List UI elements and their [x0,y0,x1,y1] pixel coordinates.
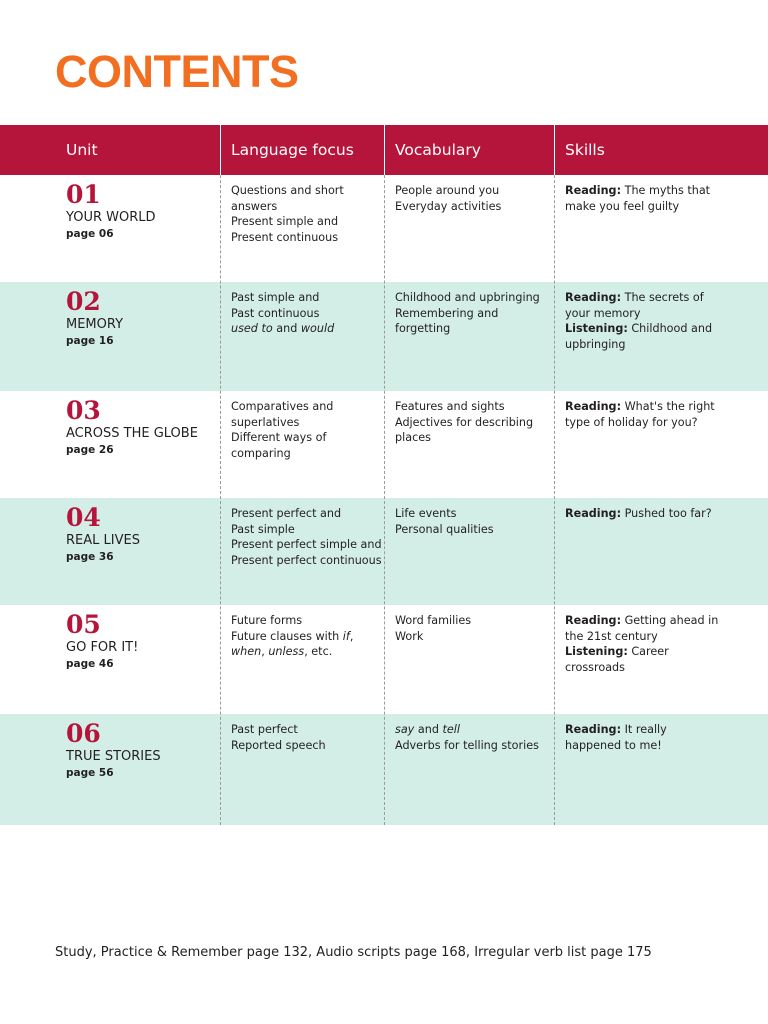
vocabulary-cell [395,613,550,644]
skills-line [565,722,720,738]
unit-page-link[interactable]: page 36 [66,551,114,563]
language-focus-cell [231,613,381,660]
header-divider [384,125,385,175]
skill-label: Reading: [565,507,622,520]
header-divider [554,125,555,175]
vocabulary-cell [395,722,550,753]
clause-text: , etc. [304,645,333,659]
language-focus-line: answers [231,199,278,213]
skill-label: Reading: [565,614,622,627]
vocabulary-line: People around you [395,184,500,197]
column-divider [554,125,555,825]
skills-line [565,613,720,629]
language-focus-line: Present perfect and [231,507,342,520]
skill-text: upbringing [565,337,626,351]
language-focus-cell [231,399,381,461]
skill-text: your memory [565,306,641,320]
skills-line [565,629,720,645]
vocabulary-cell [395,399,550,446]
skill-label: Reading: [565,291,622,304]
vocabulary-cell [395,183,550,214]
language-focus-line [231,644,381,660]
skills-cell [565,722,720,753]
skills-line [565,399,720,415]
vocabulary-cell [395,506,550,537]
skills-line [565,506,720,522]
skills-cell [565,506,720,522]
vocabulary-line: Work [395,629,424,643]
unit-number: 06 [66,719,101,748]
vocabulary-line: Personal qualities [395,522,494,536]
language-focus-line: Present perfect continuous [231,553,382,567]
skill-text: Getting ahead in [624,614,719,627]
vocabulary-line: Life events [395,507,457,520]
unit-title: REAL LIVES [66,533,140,548]
skills-line [565,199,720,215]
skills-line [565,321,720,337]
skills-line [565,644,720,660]
skill-label: Reading: [565,400,622,413]
column-divider [220,125,221,825]
language-focus-line [231,629,381,645]
unit-page-link[interactable]: page 56 [66,767,114,779]
language-focus-line: superlatives [231,415,300,429]
conjunction: and [272,322,301,336]
skill-text: crossroads [565,660,625,674]
skills-cell [565,290,720,352]
skill-text: It really [624,723,667,736]
skill-label: Reading: [565,184,622,197]
language-focus-line: Future forms [231,614,303,627]
language-focus-line: Reported speech [231,738,326,752]
unit-number: 01 [66,180,101,209]
vocabulary-line: Remembering and [395,306,499,320]
skill-text: What's the right [624,400,715,413]
unit-title: TRUE STORIES [66,749,161,764]
language-focus-line: Present perfect simple and [231,538,382,552]
language-focus-cell [231,290,381,337]
skills-line [565,415,720,431]
skill-text: Career [631,645,669,659]
vocabulary-line: Word families [395,614,472,627]
language-focus-cell [231,722,381,753]
header-unit: Unit [66,141,98,159]
language-focus-line [231,321,381,337]
header-divider [220,125,221,175]
conjunction: and [414,723,443,736]
skill-text: type of holiday for you? [565,415,698,429]
vocabulary-line: Features and sights [395,400,505,413]
unit-number: 05 [66,610,101,639]
skills-cell [565,613,720,675]
unit-number: 03 [66,396,101,425]
unit-number: 02 [66,287,101,316]
unit-page-link[interactable]: page 16 [66,335,114,347]
punctuation: , [349,629,354,643]
italic-term: if [342,629,350,643]
unit-title: MEMORY [66,317,124,332]
language-focus-line: comparing [231,446,291,460]
italic-term: tell [442,723,460,736]
unit-page-link[interactable]: page 26 [66,444,114,456]
skills-line [565,738,720,754]
skill-text: The myths that [624,184,711,197]
italic-term: unless [268,645,305,659]
skills-line [565,183,720,199]
skills-line [565,290,720,306]
language-focus-line: Past simple and [231,291,320,304]
skills-cell [565,399,720,430]
language-focus-line: Questions and short [231,184,344,197]
skill-text: make you feel guilty [565,199,680,213]
vocabulary-line: Childhood and upbringing [395,291,540,304]
vocabulary-line: Adjectives for describing [395,415,534,429]
language-focus-line: Different ways of [231,431,327,445]
language-focus-line: Past perfect [231,723,298,736]
vocabulary-cell [395,290,550,337]
clause-text: Future clauses with [231,629,343,643]
unit-title: YOUR WORLD [66,210,156,225]
skills-line [565,660,720,676]
skills-cell [565,183,720,214]
vocabulary-line [395,722,550,738]
language-focus-line: Present simple and [231,215,339,229]
vocabulary-line: forgetting [395,322,451,336]
unit-number: 04 [66,503,101,532]
vocabulary-line: Adverbs for telling stories [395,738,539,752]
column-divider [384,125,385,825]
skill-text: The secrets of [624,291,704,304]
skill-text: Pushed too far? [624,507,712,520]
vocabulary-line: places [395,431,431,445]
unit-page-link[interactable]: page 46 [66,658,114,670]
skill-text: Childhood and [631,322,713,336]
skills-line [565,337,720,353]
skill-label: Listening: [565,322,628,336]
language-focus-cell [231,506,381,568]
skills-line [565,306,720,322]
unit-title: ACROSS THE GLOBE [66,426,198,441]
language-focus-line: Past continuous [231,306,320,320]
language-focus-line: Past simple [231,522,295,536]
language-focus-cell [231,183,381,245]
skill-text: happened to me! [565,738,662,752]
language-focus-line: Present continuous [231,230,339,244]
header-vocabulary: Vocabulary [395,141,481,159]
italic-term: when [231,645,262,659]
page-title: CONTENTS [55,46,299,97]
footer-references: Study, Practice & Remember page 132, Audio scripts page 168, Irregular verb list page 175 [55,945,652,960]
italic-term: used to [231,322,273,336]
language-focus-line: Comparatives and [231,400,334,413]
header-skills: Skills [565,141,605,159]
unit-title: GO FOR IT! [66,640,139,655]
unit-page-link[interactable]: page 06 [66,228,114,240]
header-language-focus: Language focus [231,141,354,159]
skill-label: Reading: [565,723,622,736]
italic-term: would [300,322,335,336]
punctuation: , [261,645,269,659]
skill-text: the 21st century [565,629,658,643]
skill-label: Listening: [565,645,628,659]
italic-term: say [395,723,415,736]
vocabulary-line: Everyday activities [395,199,502,213]
